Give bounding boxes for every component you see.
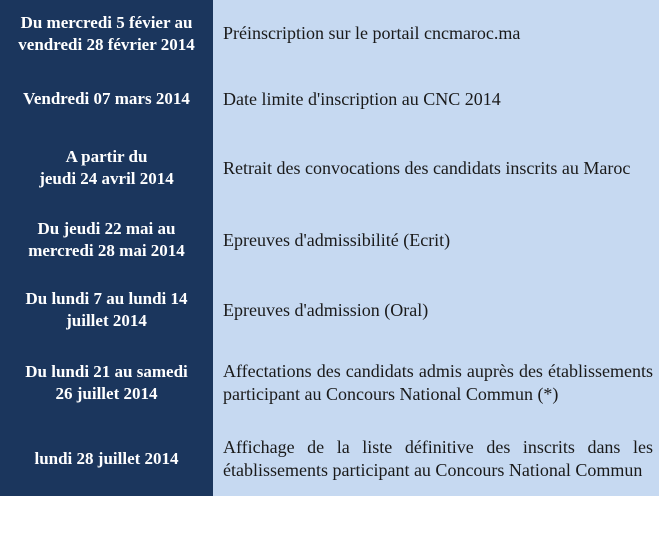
schedule-row (0, 67, 659, 131)
schedule-row (0, 345, 659, 421)
description-text: Affectations des candidats admis auprès des établissements participant au Concours National Commun (*) (223, 361, 653, 404)
description-text: Préinscription sur le portail cncmaroc.ma (223, 23, 521, 43)
date-cell: Vendredi 07 mars 2014 (0, 67, 213, 131)
date-cell: Du lundi 7 au lundi 14 juillet 2014 (0, 275, 213, 345)
date-cell: lundi 28 juillet 2014 (0, 421, 213, 496)
date-cell: Du mercredi 5 févier au vendredi 28 février 2014 (0, 0, 213, 67)
description-text: Retrait des convocations des candidats inscrits au Maroc (223, 157, 631, 178)
description-cell (213, 275, 659, 345)
description-cell (213, 0, 659, 67)
schedule-row (0, 205, 659, 275)
schedule-row (0, 0, 659, 67)
date-cell: A partir du jeudi 24 avril 2014 (0, 131, 213, 205)
description-cell (213, 67, 659, 131)
description-cell (213, 131, 659, 205)
date-cell: Du jeudi 22 mai au mercredi 28 mai 2014 (0, 205, 213, 275)
description-text: Epreuves d'admission (Oral) (223, 299, 429, 320)
date-cell: Du lundi 21 au samedi 26 juillet 2014 (0, 345, 213, 421)
schedule-row (0, 421, 659, 496)
description-cell (213, 421, 659, 496)
schedule-row (0, 275, 659, 345)
description-cell (213, 345, 659, 421)
description-text: Affichage de la liste définitive des inscrits dans les établissements participant au Concours National Commun (223, 436, 653, 480)
schedule-row (0, 131, 659, 205)
description-text: Date limite d'inscription au CNC 2014 (223, 88, 501, 109)
description-cell (213, 205, 659, 275)
description-text: Epreuves d'admissibilité (Ecrit) (223, 229, 451, 250)
